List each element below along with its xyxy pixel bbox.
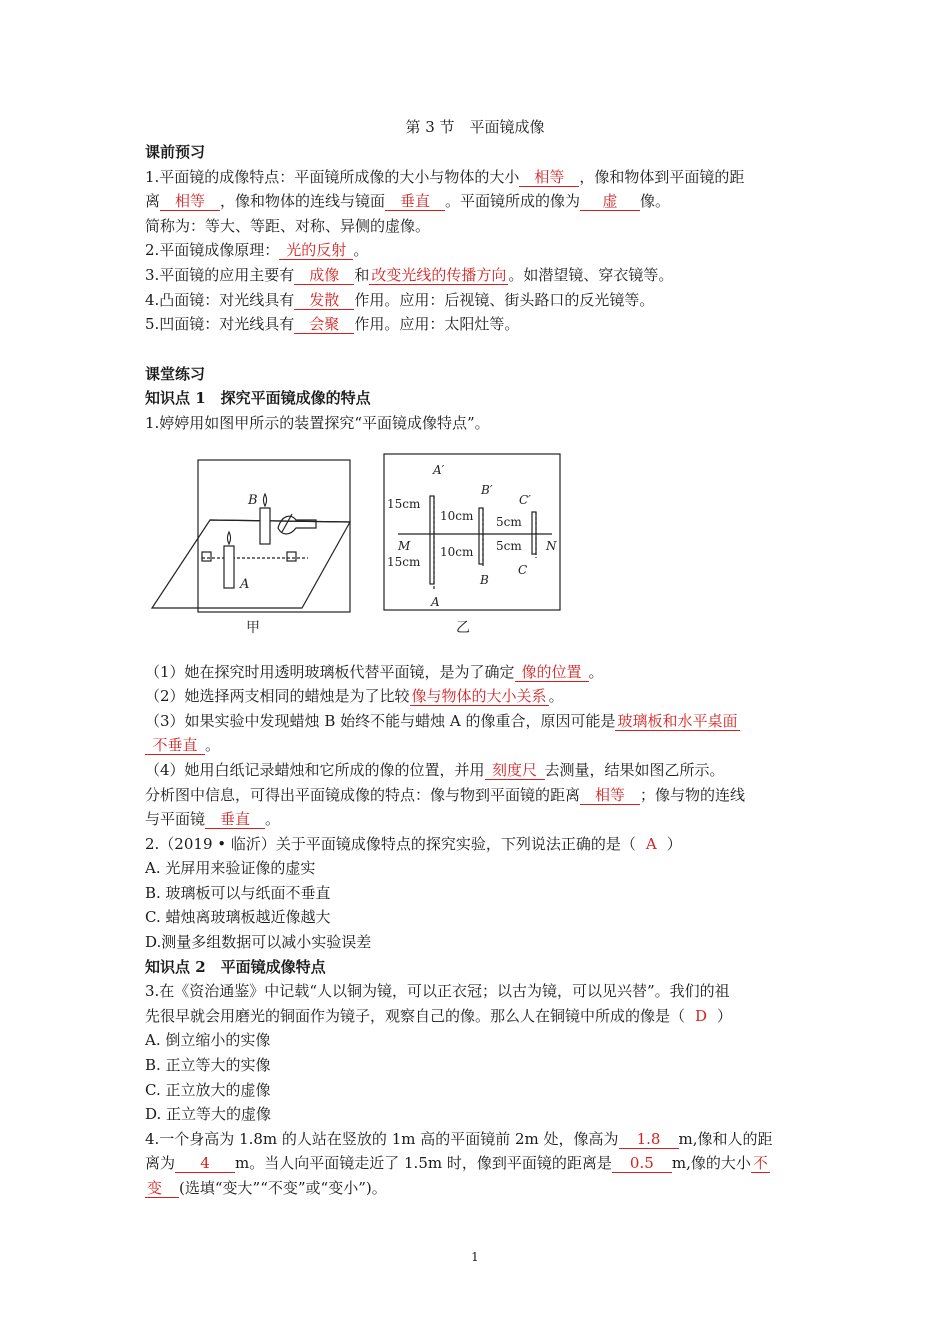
- text: 与平面镜: [145, 810, 206, 829]
- answer-blank: 4: [175, 1154, 235, 1173]
- clamp-left: [202, 552, 211, 561]
- text: 。: [548, 687, 564, 706]
- answer-blank: 会聚: [294, 315, 354, 334]
- exercise-4-line-3: [145, 1176, 810, 1201]
- text: ）: [666, 834, 682, 853]
- clamp-right: [287, 552, 296, 561]
- answer-blank: 垂直: [385, 192, 445, 211]
- caption-yi: 乙: [456, 620, 470, 636]
- label-15cm-bottom: 15cm: [387, 555, 421, 569]
- glass-plate: [198, 460, 350, 612]
- exercise-2-option-a: A. 光屏用来验证像的虚实: [145, 859, 316, 878]
- exercise-1-part-3: [145, 709, 810, 734]
- label-5cm-bottom: 5cm: [496, 539, 522, 553]
- page-number: 1: [471, 1250, 479, 1264]
- text: 。如潜望镜、穿衣镜等。: [508, 265, 674, 284]
- answer-blank: 1.8: [619, 1130, 679, 1149]
- text: （4）她用白纸记录蜡烛和它所成的像的位置，并用: [145, 760, 485, 779]
- text: 。: [588, 662, 604, 681]
- text: ，像和物体的连线与镜面: [220, 192, 386, 211]
- label-b-yi: B: [480, 573, 489, 587]
- exercise-2-option-c: C. 蜡烛离玻璃板越近像越大: [145, 908, 331, 927]
- label-5cm-top: 5cm: [496, 515, 522, 529]
- text: ）: [717, 1006, 733, 1025]
- hand: [278, 516, 316, 534]
- exercise-3-line-2: [145, 1004, 810, 1029]
- question-5: [145, 312, 810, 337]
- answer-blank: 玻璃板和水平桌面: [617, 711, 738, 730]
- exercise-2-option-d: D.测量多组数据可以减小实验误差: [145, 933, 372, 952]
- answer-blank: 刻度尺: [485, 761, 545, 780]
- label-m: M: [398, 539, 411, 553]
- text: 先很早就会用磨光的铜面作为镜子，观察自己的像。那么人在铜镜中所成的像是（: [145, 1006, 686, 1025]
- answer-blank: 发散: [294, 291, 354, 310]
- exercise-3-option-c: C. 正立放大的虚像: [145, 1080, 271, 1099]
- question-1-note: 简称为：等大、等距、对称、异侧的虚像。: [145, 216, 431, 235]
- label-a-prime: A′: [433, 463, 445, 477]
- label-a: A: [240, 577, 250, 592]
- text: m,像的大小: [671, 1154, 751, 1173]
- label-10cm-top: 10cm: [440, 509, 474, 523]
- knowledge-point-1: 知识点 1 探究平面镜成像的特点: [145, 389, 371, 408]
- text: 1.平面镜的成像特点：平面镜所成像的大小与物体的大小: [145, 167, 520, 186]
- label-a-yi: A: [431, 595, 440, 609]
- text: 5.凹面镜：对光线具有: [145, 315, 295, 334]
- section-title: 第 3 节 平面镜成像: [405, 118, 545, 136]
- text: (选填“变大”“不变”或“变小”)。: [179, 1179, 387, 1197]
- text: （2）她选择两支相同的蜡烛是为了比较: [145, 687, 410, 706]
- exercise-1-part-4-line-1: [145, 758, 810, 783]
- text: 。: [265, 810, 281, 829]
- question-2: [145, 238, 810, 263]
- text: 4.凸面镜：对光线具有: [145, 290, 295, 309]
- exercise-2-stem: [145, 832, 810, 857]
- text: 作用。应用：后视镜、街头路口的反光镜等。: [354, 290, 655, 309]
- text: （3）如果实验中发现蜡烛 B 始终不能与蜡烛 A 的像重合，原因可能是: [145, 711, 616, 730]
- text: 4.一个身高为 1.8m 的人站在竖放的 1m 高的平面镜前 2m 处，像高为: [145, 1129, 619, 1148]
- heading-preview: 课前预习: [145, 143, 206, 161]
- content-body: [145, 140, 810, 1201]
- label-15cm-top: 15cm: [387, 497, 421, 511]
- exercise-1-part-4-line-2: [145, 783, 810, 808]
- answer-blank: 不垂直: [145, 736, 205, 755]
- spacer: [145, 337, 810, 362]
- question-3: [145, 263, 810, 288]
- text: 。平面镜所成的像为: [445, 192, 581, 211]
- text: 去测量，结果如图乙所示。: [544, 760, 725, 779]
- answer-blank: 相等: [160, 192, 220, 211]
- text: 像。: [640, 192, 671, 211]
- label-n: N: [546, 539, 557, 553]
- candle-a: [224, 546, 234, 588]
- answer-blank: 成像: [294, 266, 354, 285]
- label-10cm-bottom: 10cm: [440, 545, 474, 559]
- exercise-1-part-3-cont: [145, 733, 810, 758]
- answer-choice: A: [645, 834, 657, 853]
- text: 分析图中信息，可得出平面镜成像的特点：像与物到平面镜的距离: [145, 785, 581, 804]
- figure-jia: [152, 460, 350, 612]
- caption-jia: 甲: [246, 620, 260, 636]
- answer-blank: 垂直: [205, 810, 265, 829]
- heading-classroom: 课堂练习: [145, 364, 206, 383]
- exercise-3-option-b: B. 正立等大的实像: [145, 1056, 271, 1075]
- answer-blank: 光的反射: [279, 241, 353, 260]
- exercise-2-option-b: B. 玻璃板可以与纸面不垂直: [145, 883, 331, 902]
- answer-blank: 不: [752, 1154, 768, 1173]
- answer-blank: 0.5: [612, 1154, 672, 1173]
- exercise-1-part-2: [145, 684, 810, 709]
- text: 和: [354, 265, 370, 284]
- experiment-figures: [150, 450, 570, 642]
- text: （1）她在探究时用透明玻璃板代替平面镜，是为了确定: [145, 662, 515, 681]
- text: 2.（2019 • 临沂）关于平面镜成像特点的探究实验，下列说法正确的是（: [145, 834, 636, 853]
- label-c: C: [518, 563, 528, 577]
- table-paper: [152, 520, 350, 608]
- exercise-4-line-1: [145, 1127, 810, 1152]
- exercise-3-option-a: A. 倒立缩小的实像: [145, 1031, 271, 1050]
- knowledge-point-2: 知识点 2 平面镜成像特点: [145, 957, 326, 976]
- answer-blank: 虚: [580, 192, 640, 211]
- candle-b: [260, 508, 270, 544]
- paper-frame: [384, 454, 560, 610]
- answer-blank: 改变光线的传播方向: [371, 265, 507, 284]
- figure-yi: [384, 454, 560, 610]
- answer-blank: 相等: [519, 168, 579, 187]
- flame-a: [227, 532, 230, 544]
- text: 。: [353, 241, 369, 260]
- exercise-3-line-1: 3.在《资治通鉴》中记载“人以铜为镜，可以正衣冠；以古为镜，可以见兴替”。我们的祖: [145, 982, 730, 1001]
- answer-blank: 变: [145, 1179, 179, 1198]
- label-b-prime: B′: [481, 483, 493, 497]
- text: ；像与物的连线: [640, 785, 746, 804]
- label-c-prime: C′: [519, 493, 531, 507]
- question-1-line-2: [145, 189, 810, 214]
- question-4: [145, 288, 810, 313]
- flame-b: [263, 494, 266, 506]
- text: ，像和物体到平面镜的距: [579, 167, 745, 186]
- exercise-1-part-1: [145, 660, 810, 685]
- answer-blank: 像与物体的大小关系: [411, 687, 547, 706]
- text: m,像和人的距: [678, 1129, 773, 1148]
- text: 离: [145, 192, 161, 211]
- exercise-1-part-4-line-3: [145, 807, 810, 832]
- label-b: B: [248, 493, 258, 508]
- answer-choice: D: [695, 1006, 708, 1025]
- text: 作用。应用：太阳灶等。: [354, 315, 520, 334]
- answer-blank: 相等: [580, 786, 640, 805]
- text: m。当人向平面镜走近了 1.5m 时，像到平面镜的距离是: [235, 1154, 612, 1173]
- text: 离为: [145, 1154, 176, 1173]
- exercise-3-option-d: D. 正立等大的虚像: [145, 1105, 272, 1124]
- text: 。: [205, 736, 221, 755]
- answer-blank: 像的位置: [515, 663, 589, 682]
- exercise-4-line-2: [145, 1151, 810, 1176]
- question-1-line-1: [145, 165, 810, 190]
- text: 3.平面镜的应用主要有: [145, 265, 295, 284]
- exercise-1-stem: 1.婷婷用如图甲所示的装置探究“平面镜成像特点”。: [145, 413, 490, 432]
- text: 2.平面镜成像原理：: [145, 241, 280, 260]
